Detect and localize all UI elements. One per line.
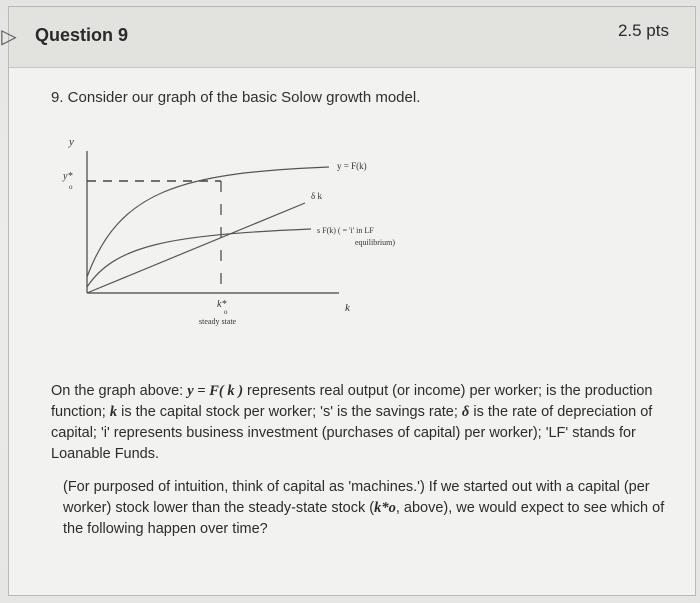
y-star-label: y* <box>63 171 73 182</box>
solow-graph <box>59 131 439 341</box>
y-star-sub: o <box>69 183 73 191</box>
investment-curve <box>87 229 311 287</box>
question-header <box>1 7 695 68</box>
paragraph-question: (For purposed of intuition, think of capital as 'machines.') If we started out with a capital (per worker) stock lower than the steady-state stock (k*o, above), we would expect to see which of the following happen over time? <box>63 479 665 537</box>
y-axis-label: y <box>69 136 74 148</box>
depreciation-label: δ k <box>311 191 322 201</box>
question-body <box>51 381 671 540</box>
k-star-sub: o <box>224 308 228 316</box>
chevron-right-icon[interactable]: ▷ <box>1 26 17 48</box>
question-points: 2.5 pts <box>617 21 669 40</box>
depreciation-line <box>87 203 305 293</box>
paragraph-definitions: On the graph above: y = F( k ) represents real output (or income) per worker; is the production function; k is the capital stock per worker; 's' is the savings rate; δ is the rate of depreciation of capital; 'i' represents business investment (purchases of capital) per worker); 'LF' stands for Loanable Funds. <box>51 383 653 462</box>
k-star-label: k* <box>217 299 227 310</box>
question-card <box>1 6 696 596</box>
production-label: y = F(k) <box>337 161 367 171</box>
steady-state-label: steady state <box>199 317 237 326</box>
investment-label-2: equilibrium) <box>355 238 395 247</box>
question-prompt: 9. Consider our graph of the basic Solow growth model. <box>51 89 421 106</box>
question-title: Question 9 <box>35 25 129 45</box>
investment-label: s F(k) ( = 'i' in LF <box>317 226 374 235</box>
x-axis-label: k <box>345 302 350 314</box>
production-curve <box>87 167 329 277</box>
